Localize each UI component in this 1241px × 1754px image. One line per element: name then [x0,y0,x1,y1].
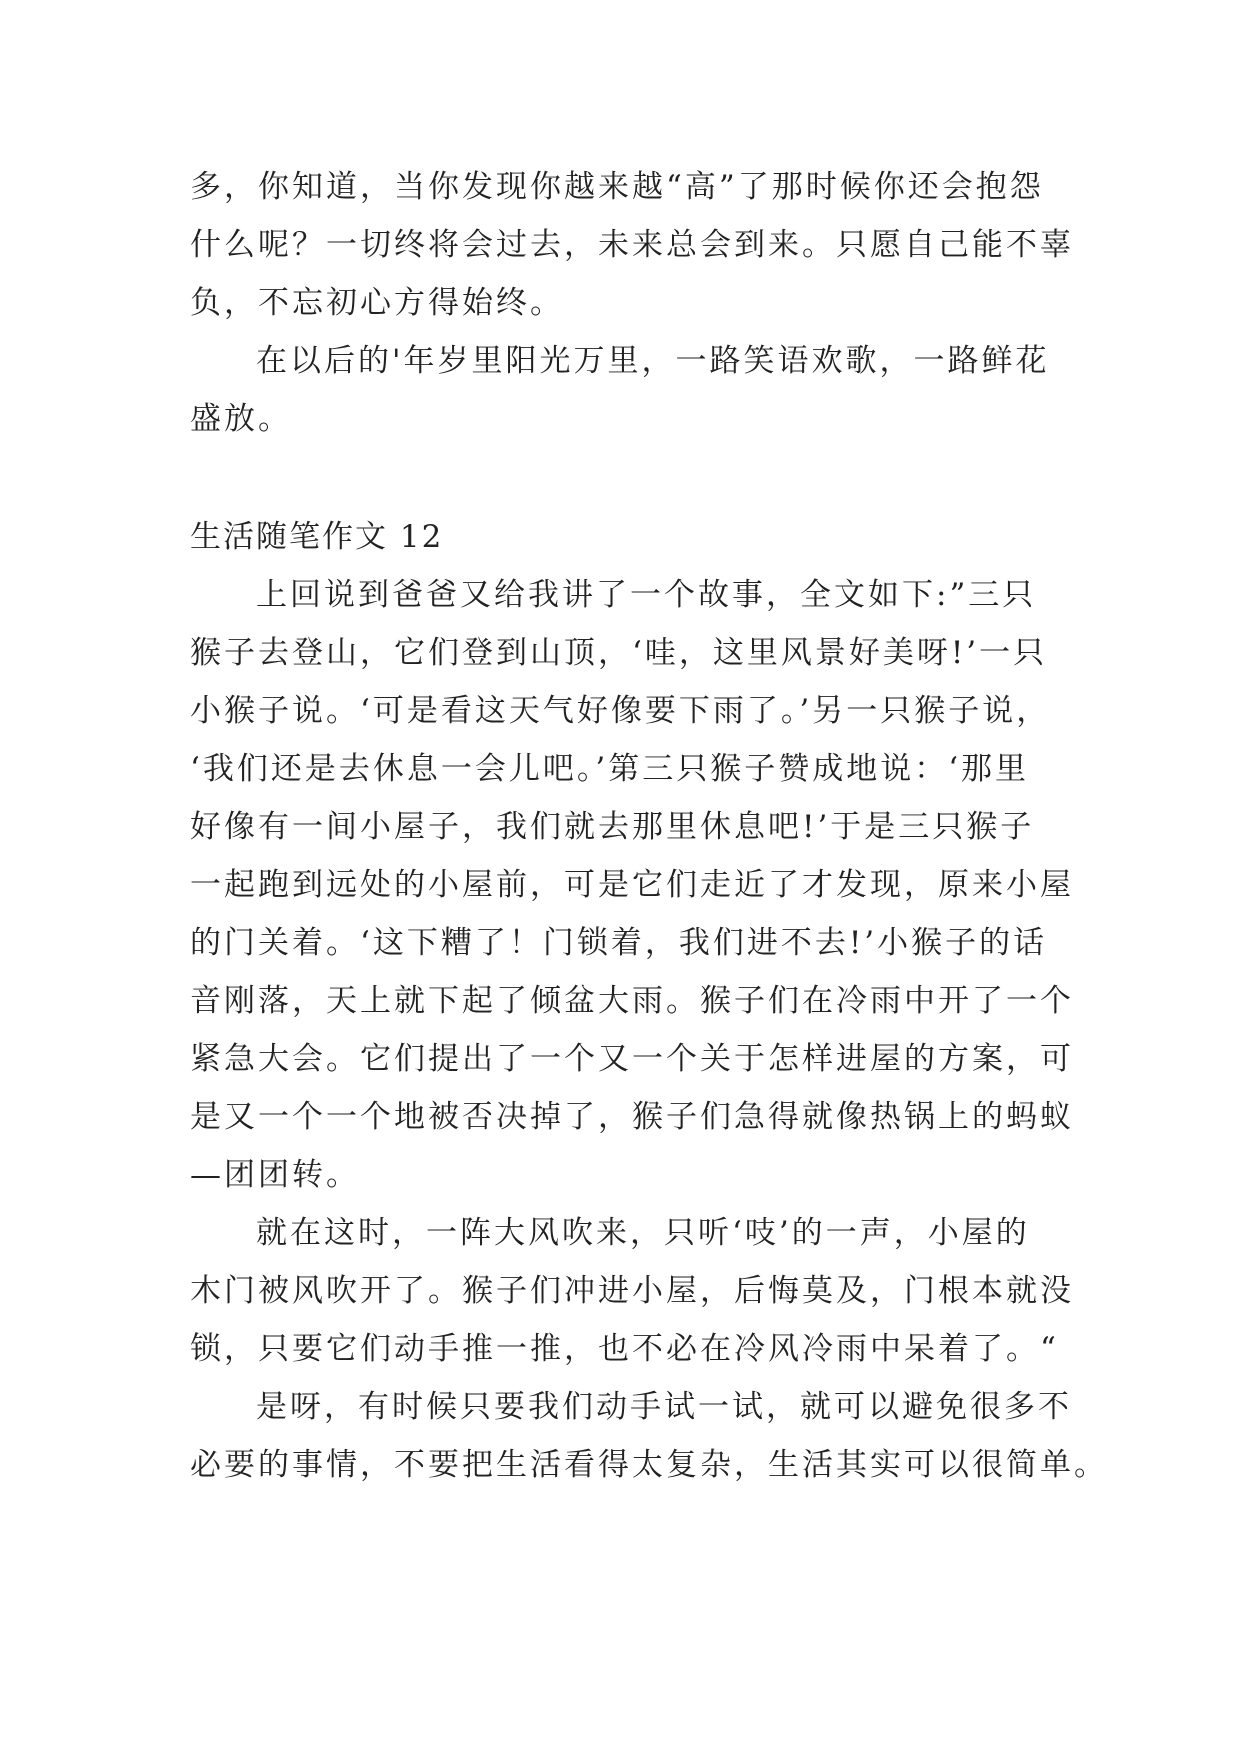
paragraph-line: 上回说到爸爸又给我讲了一个故事，全文如下:”三只 [256,577,1037,613]
paragraph-line: 木门被风吹开了。猴子们冲进小屋，后悔莫及，门根本就没 [190,1273,1074,1309]
paragraph-line: 小猴子说。‘可是看这天气好像要下雨了。’另一只猴子说， [190,693,1051,729]
paragraph-line: 是呀，有时候只要我们动手试一试，就可以避免很多不 [256,1389,1072,1425]
paragraph-line: 猴子去登山，它们登到山顶，‘哇，这里风景好美呀!’一只 [190,635,1048,671]
paragraph-line: ‘我们还是去休息一会儿吧。’第三只猴子赞成地说：‘那里 [190,751,1030,787]
paragraph-line: 多，你知道，当你发现你越来越“高”了那时候你还会抱怨 [190,169,1044,205]
essay-section [190,508,1108,1494]
paragraph-line: 就在这时，一阵大风吹来，只听‘吱’的一声，小屋的 [256,1215,1030,1251]
paragraph-line: 紧急大会。它们提出了一个又一个关于怎样进屋的方案，可 [190,1041,1074,1077]
paragraph-line: 什么呢？一切终将会过去，未来总会到来。只愿自己能不辜 [190,227,1074,263]
paragraph-line: —团团转。 [190,1157,360,1193]
paragraph-line: 好像有一间小屋子，我们就去那里休息吧!’于是三只猴子 [190,809,1035,845]
paragraph-line: 锁，只要它们动手推一推，也不必在冷风冷雨中呆着了。“ [190,1331,1059,1367]
paragraph-line: 必要的事情，不要把生活看得太复杂，生活其实可以很简单。 [190,1447,1108,1483]
previous-essay-ending [190,158,1074,448]
paragraph-line: 的门关着。‘这下糟了！门锁着，我们进不去!’小猴子的话 [190,925,1048,961]
paragraph-line: 在以后的'年岁里阳光万里，一路笑语欢歌，一路鲜花 [256,343,1050,379]
paragraph-line: 音刚落，天上就下起了倾盆大雨。猴子们在冷雨中开了一个 [190,983,1074,1019]
paragraph-line: 一起跑到远处的小屋前，可是它们走近了才发现，原来小屋 [190,867,1074,903]
paragraph-line: 是又一个一个地被否决掉了，猴子们急得就像热锅上的蚂蚁 [190,1099,1074,1135]
paragraph-line: 负，不忘初心方得始终。 [190,285,564,321]
section-title: 生活随笔作文 12 [190,519,444,555]
paragraph-line: 盛放。 [190,401,292,437]
